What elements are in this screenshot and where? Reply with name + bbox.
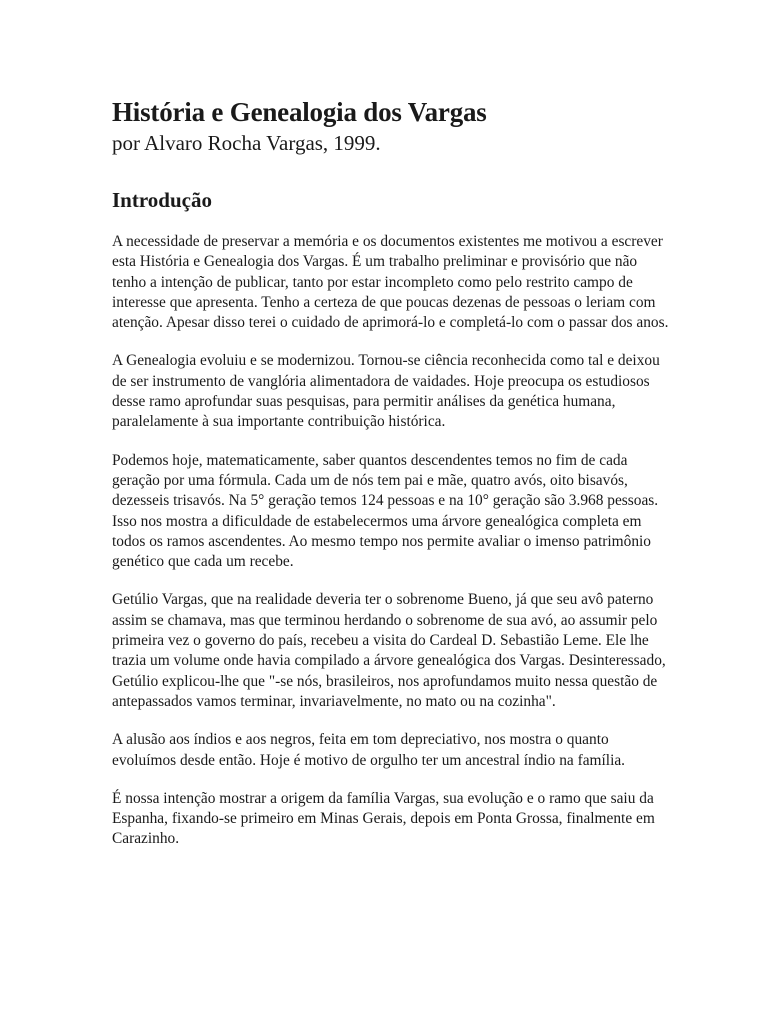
paragraph: A necessidade de preservar a memória e os documentos existentes me motivou a escrever esta História e Genealogia dos Vargas. É um trabalho preliminar e provisório que não tenho a intenção de publicar, tanto por estar incompleto como pelo restrito campo de interesse que apresenta. Tenho a certeza de que poucas dezenas de pessoas o leriam com atenção. Apesar disso terei o cuidado de aprimorá-lo e completá-lo com o passar dos anos. <box>112 233 669 332</box>
paragraph: A Genealogia evoluiu e se modernizou. Tornou-se ciência reconhecida como tal e deixou de ser instrumento de vanglória alimentadora de vaidades. Hoje preocupa os estudiosos desse ramo aprofundar suas pesquisas, para permitir análises da genética humana, paralelamente à sua importante contribuição histórica. <box>112 352 660 431</box>
paragraph: É nossa intenção mostrar a origem da família Vargas, sua evolução e o ramo que saiu da Espanha, fixando-se primeiro em Minas Gerais, depois em Ponta Grossa, finalmente em Carazinho. <box>112 789 655 848</box>
paragraph: Getúlio Vargas, que na realidade deveria ter o sobrenome Bueno, já que seu avô paterno assim se chamava, mas que terminou herdando o sobrenome de sua avó, ao assumir pelo primeira vez o governo do país, recebeu a visita do Cardeal D. Sebastião Leme. Ele lhe trazia um volume onde havia compilado a árvore genealógica dos Vargas. Desinteressado, Getúlio explicou-lhe que "-se nós, brasileiros, nos aprofundamos muito nessa questão de antepassados vamos terminar, invariavelmente, no mato ou na cozinha". <box>112 591 666 710</box>
section-heading: Introdução <box>112 188 212 212</box>
paragraph: Podemos hoje, matematicamente, saber quantos descendentes temos no fim de cada geração por uma fórmula. Cada um de nós tem pai e mãe, quatro avós, oito bisavós, dezesseis trisavós. Na 5° geração temos 124 pessoas e na 10° geração são 3.968 pessoas. Isso nos mostra a dificuldade de estabelecermos uma árvore genealógica completa em todos os ramos ascendentes. Ao mesmo tempo nos permite avaliar o imenso patrimônio genético que cada um recebe. <box>112 451 659 571</box>
document-subtitle: por Alvaro Rocha Vargas, 1999. <box>112 131 381 155</box>
paragraph: A alusão aos índios e aos negros, feita em tom depreciativo, nos mostra o quanto evoluímos desde então. Hoje é motivo de orgulho ter um ancestral índio na família. <box>112 731 626 769</box>
document-page <box>112 95 672 850</box>
document-title: História e Genealogia dos Vargas <box>112 97 487 127</box>
